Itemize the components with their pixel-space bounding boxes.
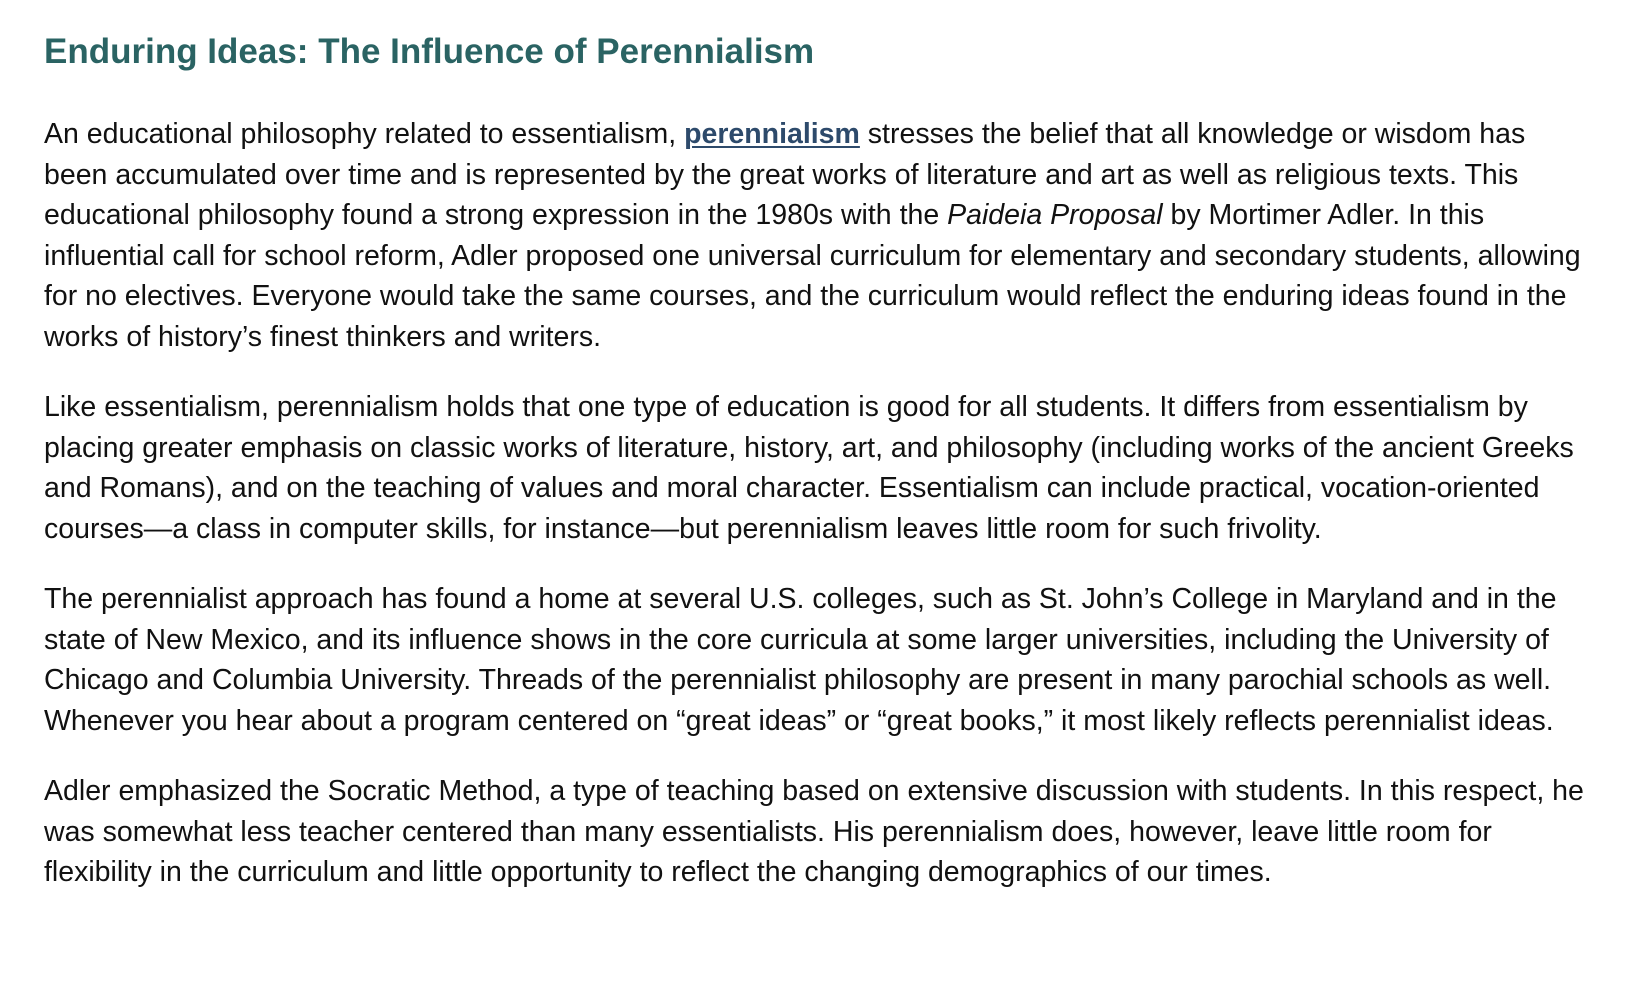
- paragraph-4: Adler emphasized the Socratic Method, a type of teaching based on extensive discussion with students. In this respect, he was somewhat less teacher centered than many essentialists. His perennialism does, however, leave little room for flexibility in the curriculum and little opportunity to reflect the changing demographics of our times.: [44, 775, 1584, 888]
- book-title-paideia-proposal: Paideia Proposal: [947, 199, 1163, 231]
- paragraph-1-body: stresses the belief that all knowledge or wisdom has been accumulated over time and is represented by the great works of literature and art as well as religious texts. This educational philosophy found a strong expression in the 1980s with the: [44, 118, 1526, 231]
- paragraph-1-conclusion: by Mortimer Adler. In this influential call for school reform, Adler proposed one universal curriculum for elementary and secondary students, allowing for no electives. Everyone would take the same courses, and the curriculum would reflect the enduring ideas found in the works of history’s finest thinkers and writers.: [44, 199, 1581, 353]
- paragraph-1: [44, 114, 1586, 357]
- page-title: Enduring Ideas: The Influence of Perennialism: [44, 32, 815, 71]
- perennialism-glossary-link[interactable]: perennialism: [684, 118, 860, 150]
- paragraph-1-intro: An educational philosophy related to essentialism,: [44, 118, 685, 150]
- paragraph-2: Like essentialism, perennialism holds that one type of education is good for all students. It differs from essentialism by placing greater emphasis on classic works of literature, history, art, and philosophy (including works of the ancient Greeks and Romans), and on the teaching of values and moral character. Essentialism can include practical, vocation-oriented courses—a class in computer skills, for instance—but perennialism leaves little room for such frivolity.: [44, 391, 1574, 545]
- paragraph-3: The perennialist approach has found a home at several U.S. colleges, such as St. John’s College in Maryland and in the state of New Mexico, and its influence shows in the core curricula at some larger universities, including the University of Chicago and Columbia University. Threads of the perennialist philosophy are present in many parochial schools as well. Whenever you hear about a program centered on “great ideas” or “great books,” it most likely reflects perennialist ideas.: [44, 583, 1557, 737]
